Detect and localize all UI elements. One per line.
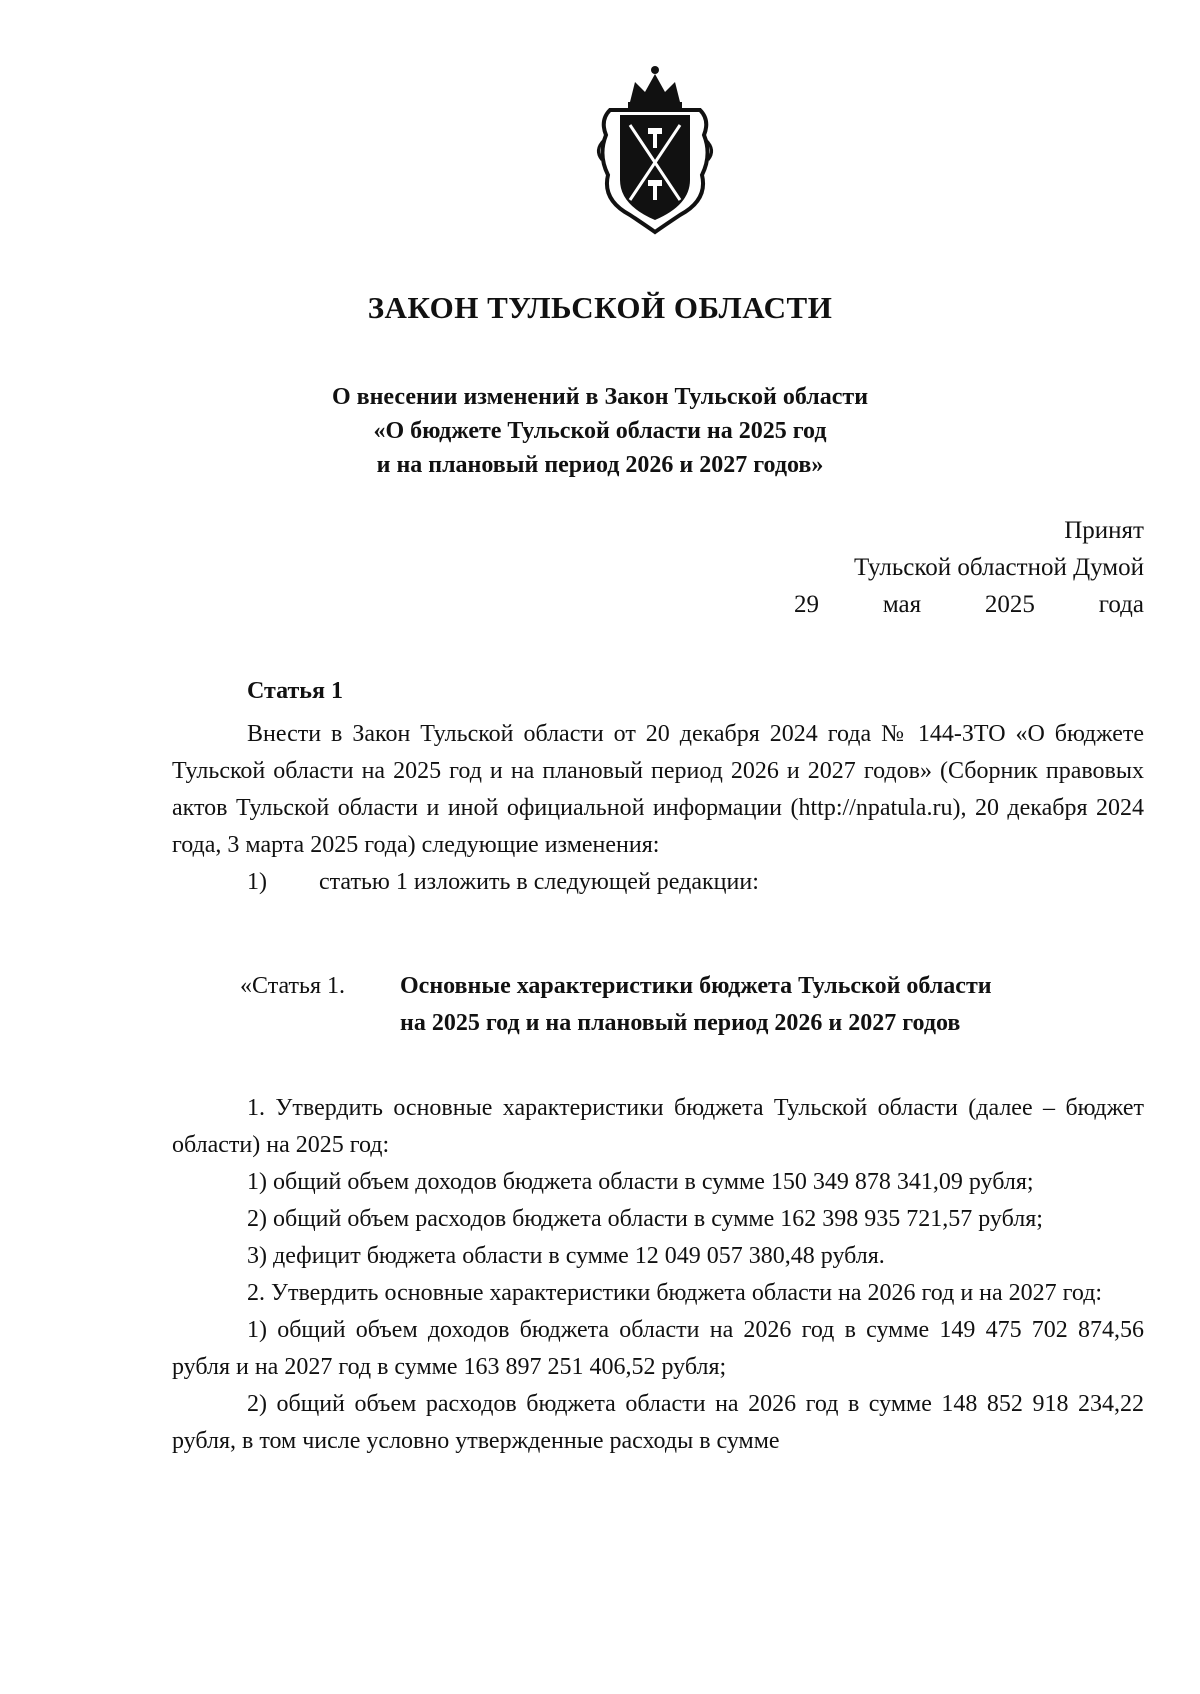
tula-coat-of-arms-icon <box>590 60 720 235</box>
item-text: статью 1 изложить в следующей редакции: <box>319 869 759 895</box>
paragraph: 1) общий объем доходов бюджета области на 2026 год в сумме 149 475 702 874,56 рубля и на 2027 год в сумме 163 897 251 406,52 рубля; <box>172 1317 1144 1380</box>
quoted-title-line: на 2025 год и на плановый период 2026 и 2027 годов <box>400 1010 961 1036</box>
paragraph: 1) общий объем доходов бюджета области в сумме 150 349 878 341,09 рубля; <box>247 1169 1034 1195</box>
quoted-article-heading <box>240 968 1140 1042</box>
adoption-date <box>774 586 1144 623</box>
paragraph: 2) общий объем расходов бюджета области в сумме 162 398 935 721,57 рубля; <box>247 1206 1043 1232</box>
budget-characteristics <box>172 1090 1144 1460</box>
paragraph: 2. Утвердить основные характеристики бюджета области на 2026 год и на 2027 год: <box>247 1280 1103 1306</box>
amendment-item <box>172 864 1144 901</box>
adoption-year: 2025 <box>984 591 1035 618</box>
article-intro: Внести в Закон Тульской области от 20 декабря 2024 года № 144-ЗТО «О бюджете Тульской области на 2025 год и на плановый период 2026 и 2027 годов» (Сборник правовых актов Тульской области и иной официальной информации (http://npatula.ru), 20 декабря 2024 года, 3 марта 2025 года) следующие изменения: <box>172 721 1144 858</box>
article-heading: Статья 1 <box>247 678 343 704</box>
article-1-body <box>172 716 1144 901</box>
paragraph: 3) дефицит бюджета области в сумме 12 049 057 380,48 рубля. <box>247 1243 885 1269</box>
quoted-title-line: Основные характеристики бюджета Тульской области <box>400 973 992 999</box>
item-number: 1) <box>247 869 267 895</box>
document-title: ЗАКОН ТУЛЬСКОЙ ОБЛАСТИ <box>367 290 833 325</box>
subtitle-line: «О бюджете Тульской области на 2025 год <box>373 418 827 444</box>
adoption-month: мая <box>882 591 922 618</box>
adoption-line: Тульской областной Думой <box>853 554 1144 581</box>
paragraph: 1. Утвердить основные характеристики бюджета Тульской области (далее – бюджет области) на 2025 год: <box>172 1095 1144 1158</box>
adoption-line: Принят <box>1064 517 1144 544</box>
document-subtitle <box>0 380 1200 482</box>
quoted-article-label: «Статья 1. <box>240 973 345 999</box>
adoption-day: 29 <box>794 591 819 618</box>
subtitle-line: и на плановый период 2026 и 2027 годов» <box>376 452 824 478</box>
adoption-block <box>774 512 1144 623</box>
subtitle-line: О внесении изменений в Закон Тульской области <box>331 384 869 410</box>
paragraph: 2) общий объем расходов бюджета области на 2026 год в сумме 148 852 918 234,22 рубля, в том числе условно утвержденные расходы в сумме <box>172 1391 1144 1454</box>
quoted-article-title <box>400 968 992 1042</box>
adoption-suffix: года <box>1098 591 1144 618</box>
